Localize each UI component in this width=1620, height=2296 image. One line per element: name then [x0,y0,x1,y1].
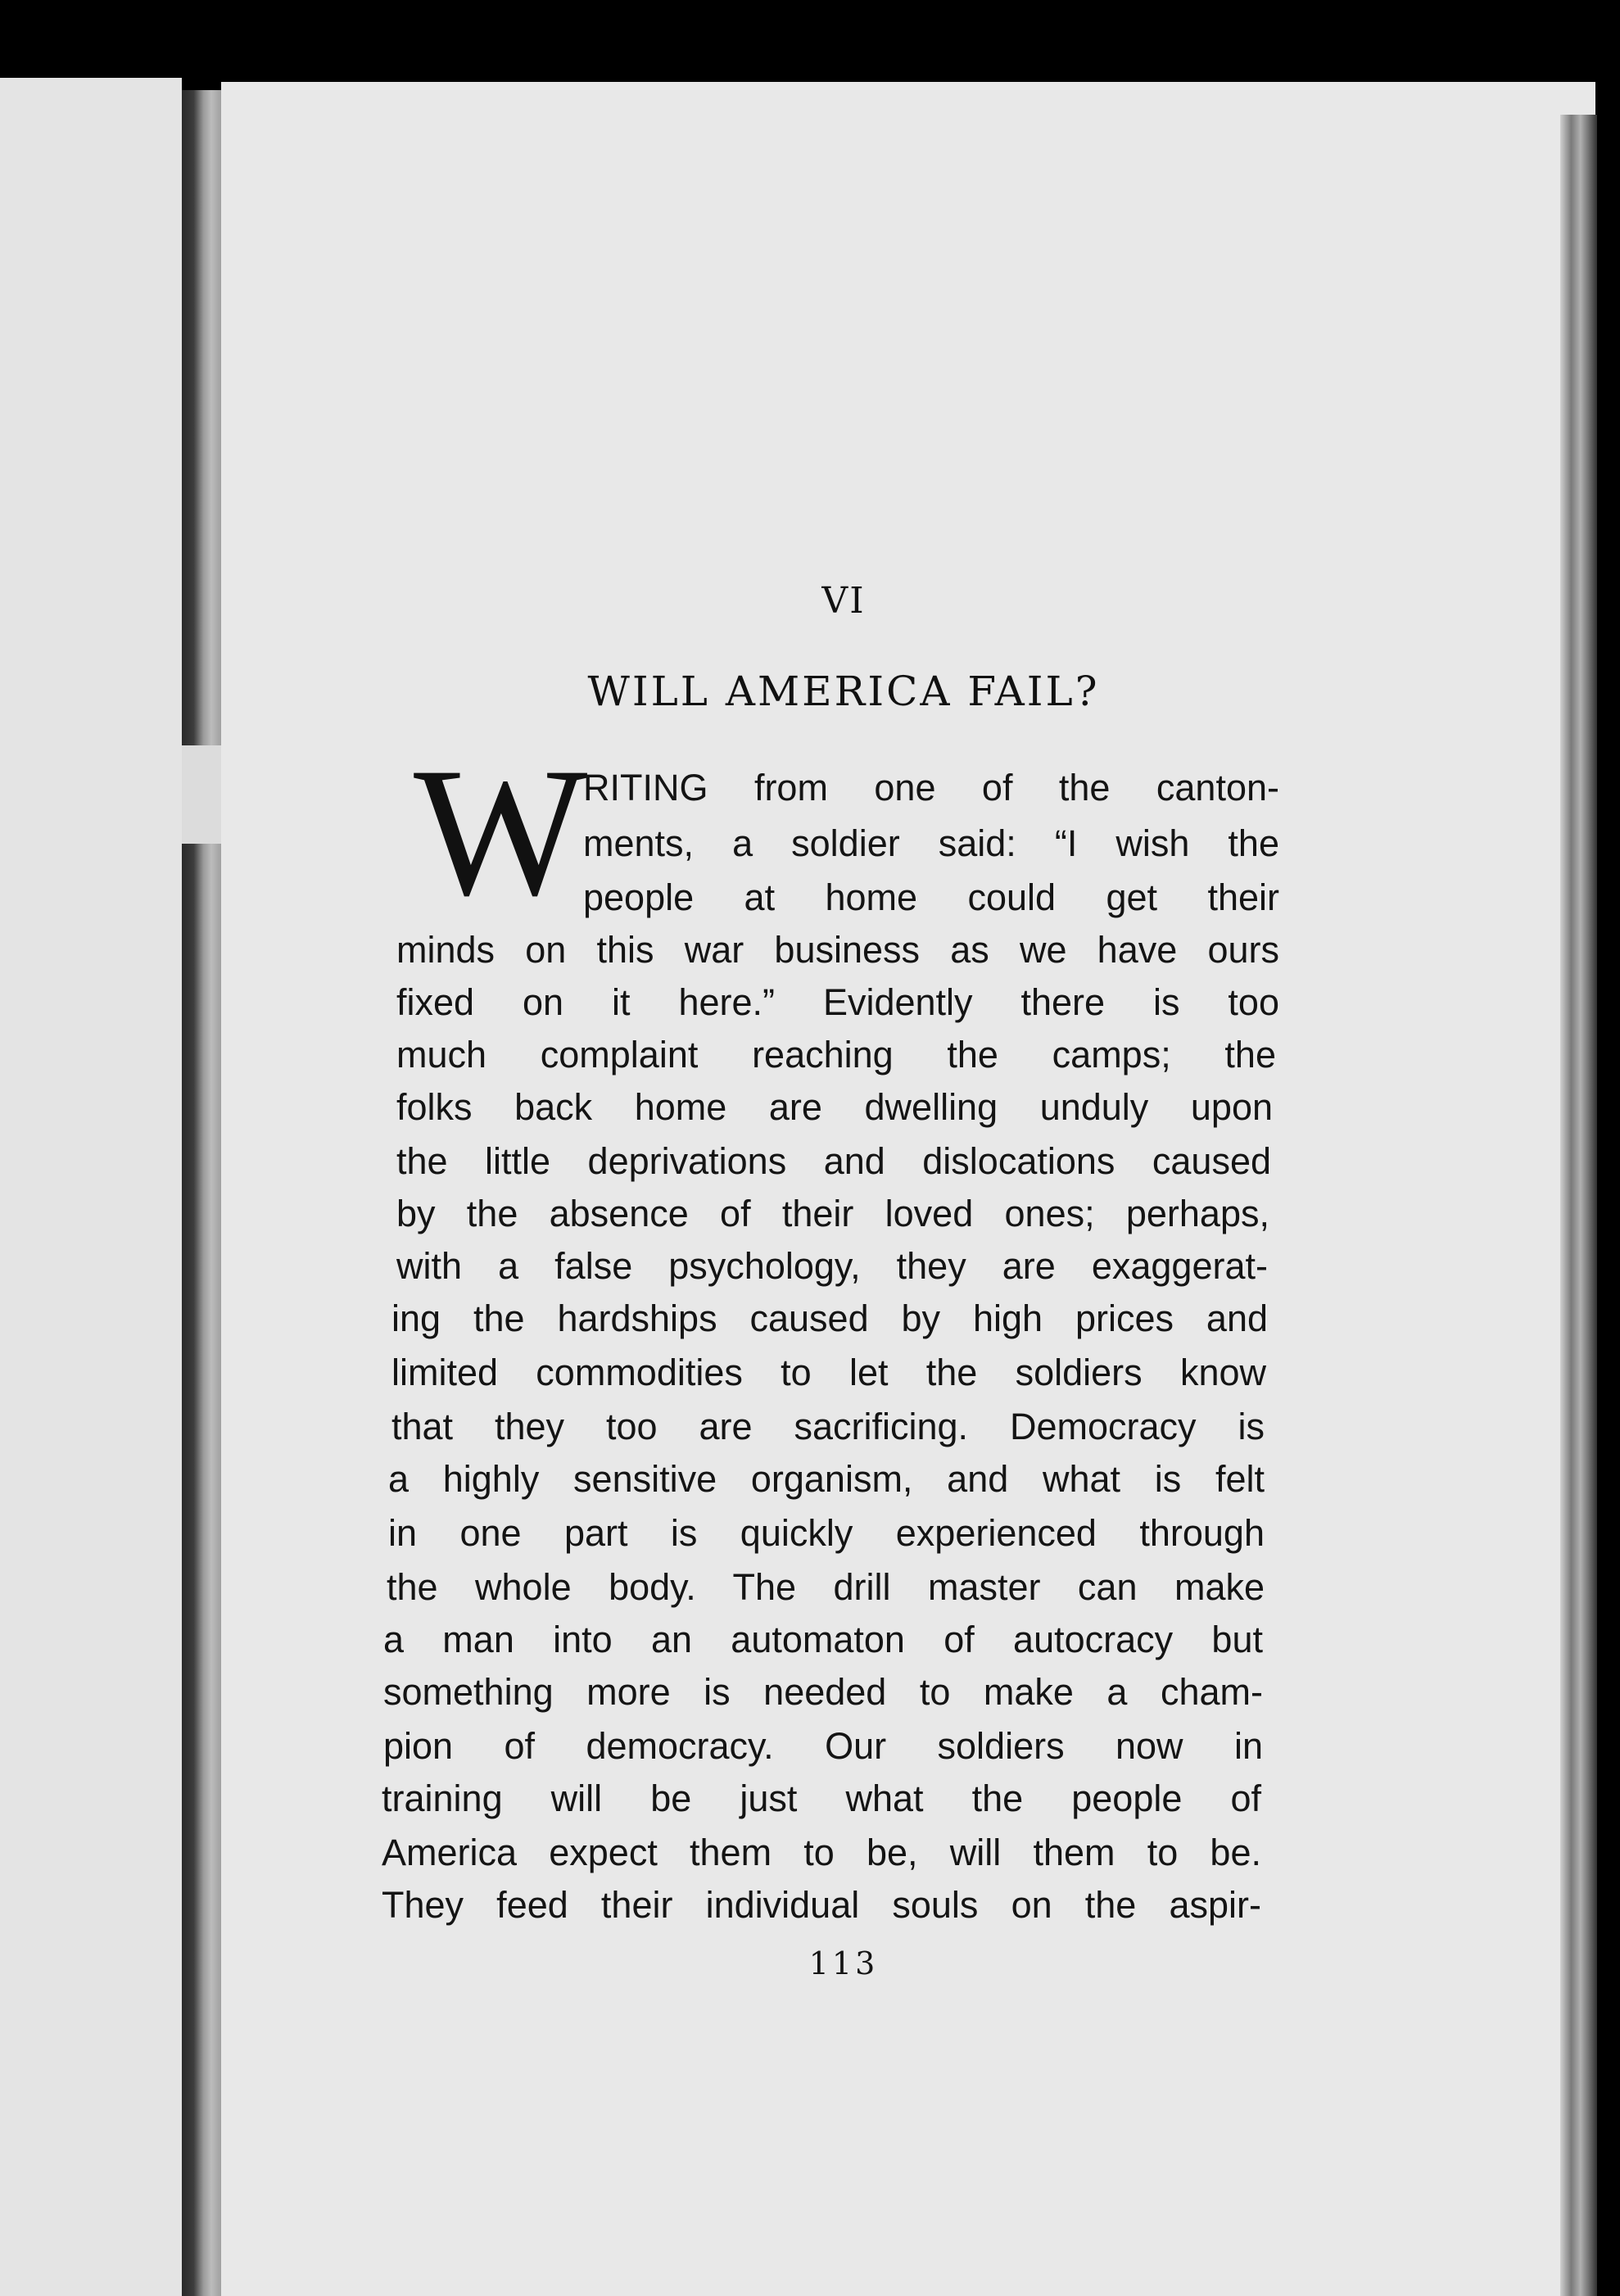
text-line: something more is needed to make a cham- [383,1671,1263,1713]
text-line: limited commodities to let the soldiers know [391,1352,1266,1393]
text-line: by the absence of their loved ones; perhaps, [396,1193,1269,1234]
text-line: that they too are sacrificing. Democracy is [391,1406,1265,1447]
text-line: much complaint reaching the camps; the [396,1034,1276,1076]
text-line: the little deprivations and dislocations caused [396,1140,1271,1182]
text-line: the whole body. The drill master can make [387,1566,1265,1608]
chapter-number: VI [821,580,866,622]
text-line: folks back home are dwelling unduly upon [396,1086,1273,1128]
text-line: ing the hardships caused by high prices and [391,1297,1268,1339]
text-line: ments, a soldier said: “I wish the [583,822,1279,864]
text-line: with a false psychology, they are exaggerat- [396,1245,1268,1287]
text-line: pion of democracy. Our soldiers now in [383,1725,1263,1767]
text-line: minds on this war business as we have ours [396,929,1279,971]
page-number: 113 [808,1945,879,1981]
text-line: They feed their individual souls on the aspir- [382,1884,1261,1926]
text-line: RITING from one of the canton- [583,767,1279,808]
text-line: in one part is quickly experienced through [388,1512,1265,1554]
text-line: a highly sensitive organism, and what is felt [388,1458,1265,1500]
gutter-gap [182,745,221,844]
text-line: America expect them to be, will them to be. [382,1832,1261,1873]
text-line: people at home could get their [583,876,1279,918]
text-line: fixed on it here.” Evidently there is too [396,981,1279,1023]
drop-cap: W [414,729,588,934]
text-line: training will be just what the people of [382,1777,1261,1819]
text-line: a man into an automaton of autocracy but [383,1619,1263,1660]
chapter-title: WILL AMERICA FAIL? [587,668,1100,715]
